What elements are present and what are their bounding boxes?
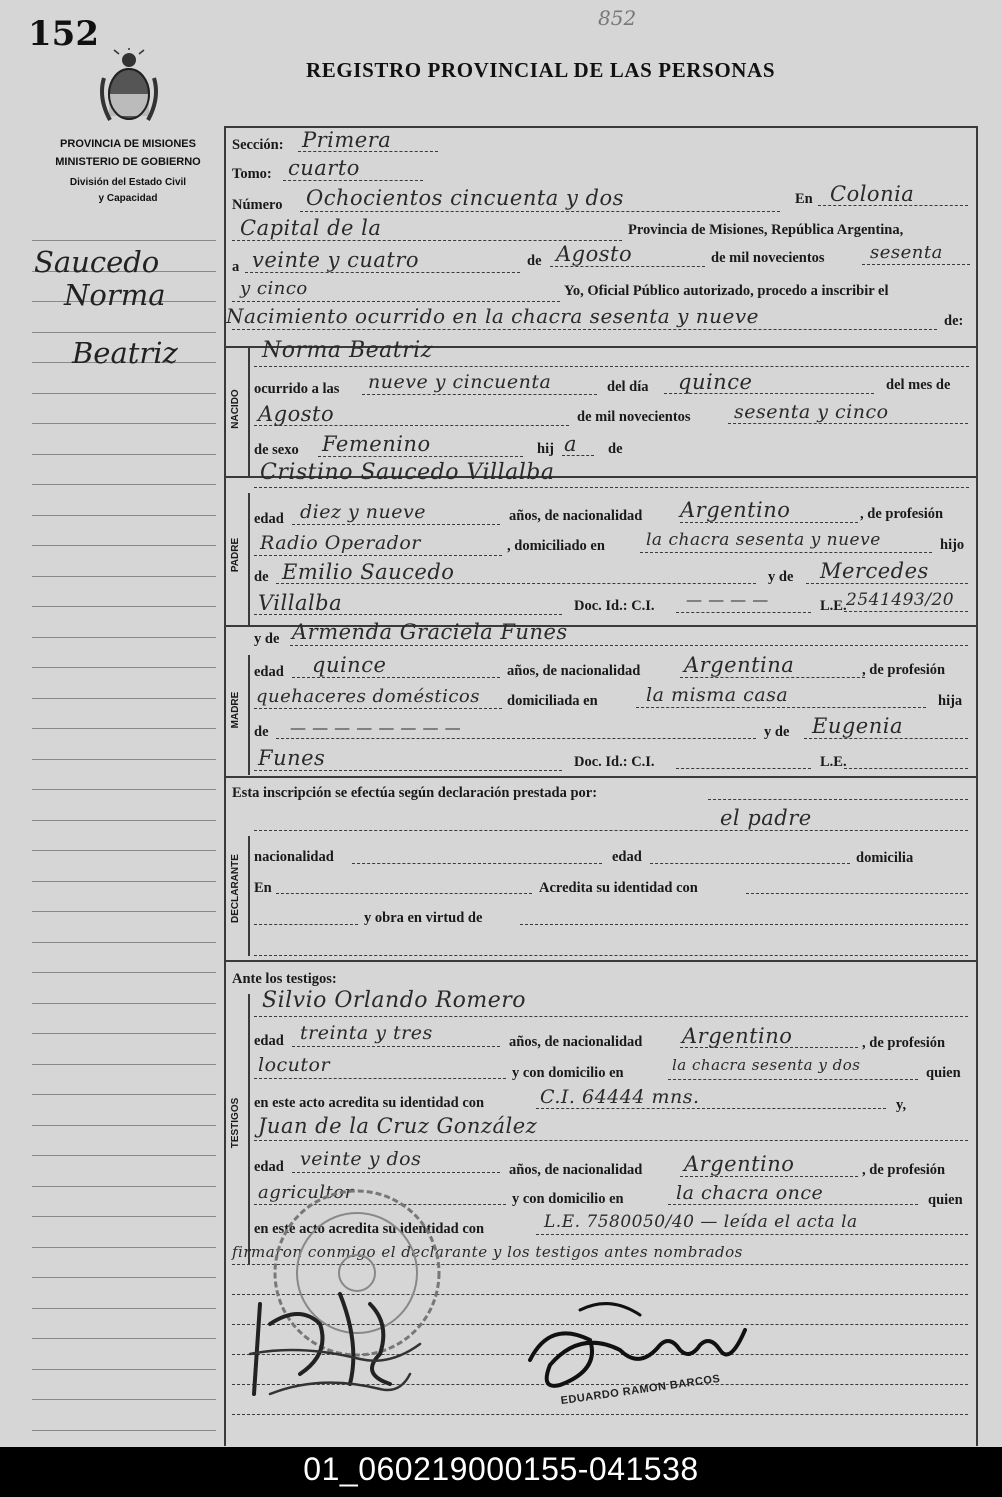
label-en: En: [254, 880, 272, 896]
label-anos-nacionalidad: años, de nacionalidad: [509, 1034, 643, 1050]
value-declarante: el padre: [720, 806, 812, 830]
label-edad: edad: [254, 511, 284, 527]
value-testigo2: Juan de la Cruz González: [258, 1114, 538, 1138]
field-line: [254, 1016, 968, 1017]
label-numero: Número: [232, 197, 283, 213]
field-line: [254, 366, 969, 367]
label-nacionalidad: nacionalidad: [254, 849, 334, 865]
value-tomo: cuarto: [288, 156, 360, 180]
margin-rule: [32, 393, 216, 394]
frame-right: [976, 126, 978, 1446]
margin-rule: [32, 1125, 216, 1126]
footer-band: [0, 1447, 1002, 1497]
label-profesion: , de profesión: [860, 506, 944, 522]
field-line: [318, 456, 523, 457]
label-yo: Yo, Oficial Público autorizado, procedo a inscribir el: [564, 283, 889, 299]
value-madre-madre2: Funes: [258, 746, 326, 770]
margin-rule: [32, 1430, 216, 1431]
field-line: [292, 1046, 500, 1047]
value-madre-madre: Eugenia: [812, 714, 903, 738]
label-provincia: Provincia de Misiones, República Argentina,: [628, 222, 904, 238]
margin-rule: [32, 728, 216, 729]
label-profesion: , de profesión: [862, 1035, 946, 1051]
label-le: L.E.: [820, 754, 847, 770]
field-line: [708, 799, 968, 800]
value-t1-id: C.I. 64444 mns.: [540, 1086, 700, 1108]
field-line: [844, 768, 968, 769]
label-del-mes: del mes de: [886, 377, 951, 393]
field-line: [536, 1108, 886, 1109]
label-edad: edad: [254, 1159, 284, 1175]
label-y-de: y de: [254, 631, 280, 647]
value-testigo1: Silvio Orlando Romero: [262, 988, 526, 1013]
label-domicilia: domicilia: [856, 850, 914, 866]
margin-rule: [32, 1064, 216, 1065]
signature-stamp: EDUARDO RAMON BARCOS: [559, 1372, 722, 1408]
label-y-de: y de: [764, 724, 790, 740]
label-anos-nacionalidad: años, de nacionalidad: [509, 1162, 643, 1178]
field-line: [232, 301, 560, 302]
label-edad: edad: [254, 664, 284, 680]
margin-rule: [32, 454, 216, 455]
page-number: 152: [28, 14, 99, 54]
field-line: [232, 329, 937, 330]
label-y-de: y de: [768, 569, 794, 585]
field-line: [254, 1140, 968, 1141]
field-line: [520, 924, 968, 925]
field-line: [668, 1079, 918, 1080]
field-line: [550, 266, 705, 267]
label-anos-nacionalidad: años, de nacionalidad: [509, 508, 643, 524]
field-line: [844, 611, 968, 612]
label-anos-nacionalidad: años, de nacionalidad: [507, 663, 641, 679]
value-en2: Capital de la: [240, 216, 382, 240]
margin-rule: [32, 972, 216, 973]
field-line: [254, 487, 969, 488]
field-line: [728, 423, 968, 424]
margin-rule: [32, 1277, 216, 1278]
field-line: [276, 738, 756, 739]
margin-rule: [32, 1247, 216, 1248]
value-tipo-acta: Nacimiento ocurrido en la chacra sesenta y nueve: [226, 304, 759, 328]
label-domiciliado: , domiciliado en: [507, 538, 605, 554]
margin-rule: [32, 240, 216, 241]
label-ocurrido: ocurrido a las: [254, 381, 340, 397]
field-line: [636, 707, 926, 708]
handwritten-folio: 852: [598, 6, 637, 30]
field-line: [536, 1234, 968, 1235]
field-line: [254, 830, 968, 831]
value-t1-edad: treinta y tres: [300, 1022, 433, 1044]
field-line: [352, 863, 602, 864]
margin-rule: [32, 515, 216, 516]
institution-line: MINISTERIO DE GOBIERNO: [55, 156, 201, 168]
field-line: [254, 555, 502, 556]
value-mes: Agosto: [258, 402, 335, 426]
field-line: [680, 1176, 858, 1177]
field-line: [290, 645, 968, 646]
value-t2-domicilio: la chacra once: [676, 1182, 824, 1204]
margin-given-name: Beatriz: [72, 336, 178, 370]
label-hijo: hijo: [940, 537, 965, 553]
label-con-domicilio: y con domicilio en: [512, 1191, 624, 1207]
section-rule: [248, 655, 250, 775]
label-doc-id: Doc. Id.: C.I.: [574, 598, 655, 614]
margin-rule: [32, 1216, 216, 1217]
field-line: [254, 770, 562, 771]
margin-rule: [32, 667, 216, 668]
value-t2-profesion: agricultor: [258, 1182, 354, 1203]
value-en: Colonia: [830, 182, 915, 206]
section-rule: [248, 346, 250, 476]
label-profesion: , de profesión: [862, 662, 946, 678]
field-line: [746, 893, 968, 894]
label-en-este-acto: en este acto acredita su identidad con: [254, 1095, 485, 1111]
margin-rule: [32, 545, 216, 546]
value-padre-domicilio: la chacra sesenta y nueve: [646, 530, 881, 550]
label-quien: quien: [926, 1065, 961, 1081]
field-line: [650, 863, 850, 864]
section-label-nacido: NACIDO: [230, 389, 241, 429]
field-line: [254, 955, 968, 956]
value-numero: Ochocientos cincuenta y dos: [306, 186, 624, 210]
value-madre-profesion: quehaceres domésticos: [256, 686, 481, 707]
field-line: [640, 552, 932, 553]
label-mil-novecientos: de mil novecientos: [577, 409, 691, 425]
value-madre-domicilio: la misma casa: [646, 684, 789, 706]
value-hij-suffix: a: [564, 432, 578, 456]
label-testigos: Ante los testigos:: [232, 971, 337, 987]
label-mil-novecientos: de mil novecientos: [711, 250, 825, 266]
field-line: [232, 240, 622, 241]
registrar-signature-icon: [240, 1284, 440, 1414]
value-t1-profesion: locutor: [258, 1054, 331, 1076]
field-line: [283, 180, 423, 181]
value-fecha-anio2: y cinco: [240, 278, 308, 299]
field-line: [254, 708, 502, 709]
label-seccion: Sección:: [232, 137, 284, 153]
margin-rule: [32, 1308, 216, 1309]
label-de: de: [254, 569, 269, 585]
value-nombre: Norma Beatriz: [262, 338, 433, 363]
value-padre-profesion: Radio Operador: [260, 532, 421, 554]
field-line: [292, 1172, 500, 1173]
value-padre-ci: — — — —: [686, 590, 769, 609]
label-acredita: Acredita su identidad con: [539, 880, 698, 896]
field-line: [245, 272, 520, 273]
margin-rule: [32, 789, 216, 790]
label-obra: y obra en virtud de: [364, 910, 483, 926]
margin-rule: [32, 820, 216, 821]
label-de: de: [527, 253, 542, 269]
label-profesion: , de profesión: [862, 1162, 946, 1178]
value-padre-le: 2541493/20: [846, 590, 955, 610]
margin-rule: [32, 1155, 216, 1156]
institution-line: División del Estado Civil: [69, 177, 187, 188]
label-doc-id: Doc. Id.: C.I.: [574, 754, 655, 770]
institution-line: y Capacidad: [98, 193, 158, 204]
section-rule: [248, 836, 250, 956]
field-line: [676, 768, 811, 769]
footer-code: 01_060219000155-041538: [303, 1451, 699, 1487]
value-padre-madre: Mercedes: [820, 559, 929, 583]
value-fecha-mes: Agosto: [556, 242, 633, 266]
value-sexo: Femenino: [322, 432, 431, 456]
label-de: de: [254, 724, 269, 740]
label-inscripcion: Esta inscripción se efectúa según declaración prestada por:: [232, 785, 598, 801]
label-de-colon: de:: [944, 313, 964, 329]
field-line: [680, 522, 858, 523]
label-edad: edad: [612, 849, 642, 865]
margin-rule: [32, 881, 216, 882]
value-padre-edad: diez y nueve: [300, 501, 427, 523]
margin-rule: [32, 1186, 216, 1187]
margin-rule: [32, 1399, 216, 1400]
margin-rule: [32, 1033, 216, 1034]
value-t1-nacionalidad: Argentino: [682, 1024, 793, 1048]
section-divider: [224, 776, 978, 778]
label-sexo: de sexo: [254, 442, 299, 458]
label-y: y,: [896, 1097, 907, 1113]
value-padre-padre: Emilio Saucedo: [282, 560, 455, 584]
margin-rule: [32, 637, 216, 638]
label-del-dia: del día: [607, 379, 649, 395]
value-hora: nueve y cincuenta: [368, 371, 552, 393]
field-line: [292, 524, 500, 525]
section-label-madre: MADRE: [230, 691, 241, 729]
section-label-declarante: DECLARANTE: [230, 854, 241, 923]
field-line: [804, 738, 968, 739]
value-madre-nombre: Armenda Graciela Funes: [292, 620, 568, 644]
field-line: [232, 1414, 968, 1415]
value-t2-id: L.E. 7580050/40 — leída el acta la: [544, 1212, 858, 1232]
margin-rule: [32, 1338, 216, 1339]
value-madre-edad: quince: [312, 653, 387, 677]
label-le: L.E.: [820, 598, 847, 614]
value-t2-nacionalidad: Argentino: [684, 1152, 795, 1176]
value-fecha-dia: veinte y cuatro: [252, 248, 420, 272]
field-line: [862, 264, 970, 265]
label-quien: quien: [928, 1192, 963, 1208]
value-madre-padre: — — — — — — — —: [290, 718, 462, 737]
margin-rule: [32, 698, 216, 699]
label-en: En: [795, 191, 813, 207]
margin-surname: Saucedo: [34, 245, 160, 279]
field-line: [300, 211, 780, 212]
label-hij: hij: [537, 441, 554, 457]
margin-rule: [32, 759, 216, 760]
margin-rule: [32, 332, 216, 333]
section-rule: [248, 994, 250, 1264]
section-rule: [248, 493, 250, 625]
field-line: [276, 893, 532, 894]
section-divider: [224, 960, 978, 962]
margin-rule: [32, 423, 216, 424]
value-t2-edad: veinte y dos: [300, 1148, 422, 1170]
label-en-este-acto: en este acto acredita su identidad con: [254, 1221, 485, 1237]
value-dia: quince: [678, 370, 753, 394]
label-a: a: [232, 259, 240, 275]
field-line: [362, 394, 597, 395]
label-con-domicilio: y con domicilio en: [512, 1065, 624, 1081]
field-line: [254, 1078, 506, 1079]
margin-rule: [32, 1369, 216, 1370]
label-domiciliada: domiciliada en: [507, 693, 598, 709]
margin-given-name: Norma: [64, 278, 166, 312]
value-madre-nacionalidad: Argentina: [684, 653, 795, 677]
label-hija: hija: [938, 693, 963, 709]
margin-rule: [32, 1094, 216, 1095]
margin-rule: [32, 576, 216, 577]
field-line: [680, 677, 865, 678]
field-line: [806, 583, 968, 584]
field-line: [254, 924, 358, 925]
value-padre-nacionalidad: Argentino: [680, 498, 791, 522]
document-title: REGISTRO PROVINCIAL DE LAS PERSONAS: [306, 58, 776, 82]
value-padre-madre2: Villalba: [258, 591, 343, 615]
section-label-testigos: TESTIGOS: [230, 1097, 241, 1149]
institution-line: PROVINCIA DE MISIONES: [60, 138, 196, 150]
margin-rule: [32, 606, 216, 607]
value-cierre: firmaron conmigo el declarante y los testigos antes nombrados: [232, 1243, 743, 1261]
margin-rule: [32, 1003, 216, 1004]
label-de: de: [608, 441, 623, 457]
value-seccion: Primera: [302, 128, 392, 152]
margin-rule: [32, 942, 216, 943]
field-line: [676, 612, 811, 613]
margin-rule: [32, 850, 216, 851]
value-anio: sesenta y cinco: [734, 401, 889, 423]
margin-rule: [32, 484, 216, 485]
value-padre-nombre: Cristino Saucedo Villalba: [260, 460, 555, 485]
coat-of-arms-icon: [96, 48, 162, 126]
value-t1-domicilio: la chacra sesenta y dos: [672, 1056, 861, 1074]
margin-rule: [32, 911, 216, 912]
value-fecha-anio: sesenta: [870, 242, 943, 263]
label-tomo: Tomo:: [232, 166, 272, 182]
label-edad: edad: [254, 1033, 284, 1049]
section-label-padre: PADRE: [230, 537, 241, 573]
field-line: [292, 677, 500, 678]
field-line: [668, 1204, 918, 1205]
